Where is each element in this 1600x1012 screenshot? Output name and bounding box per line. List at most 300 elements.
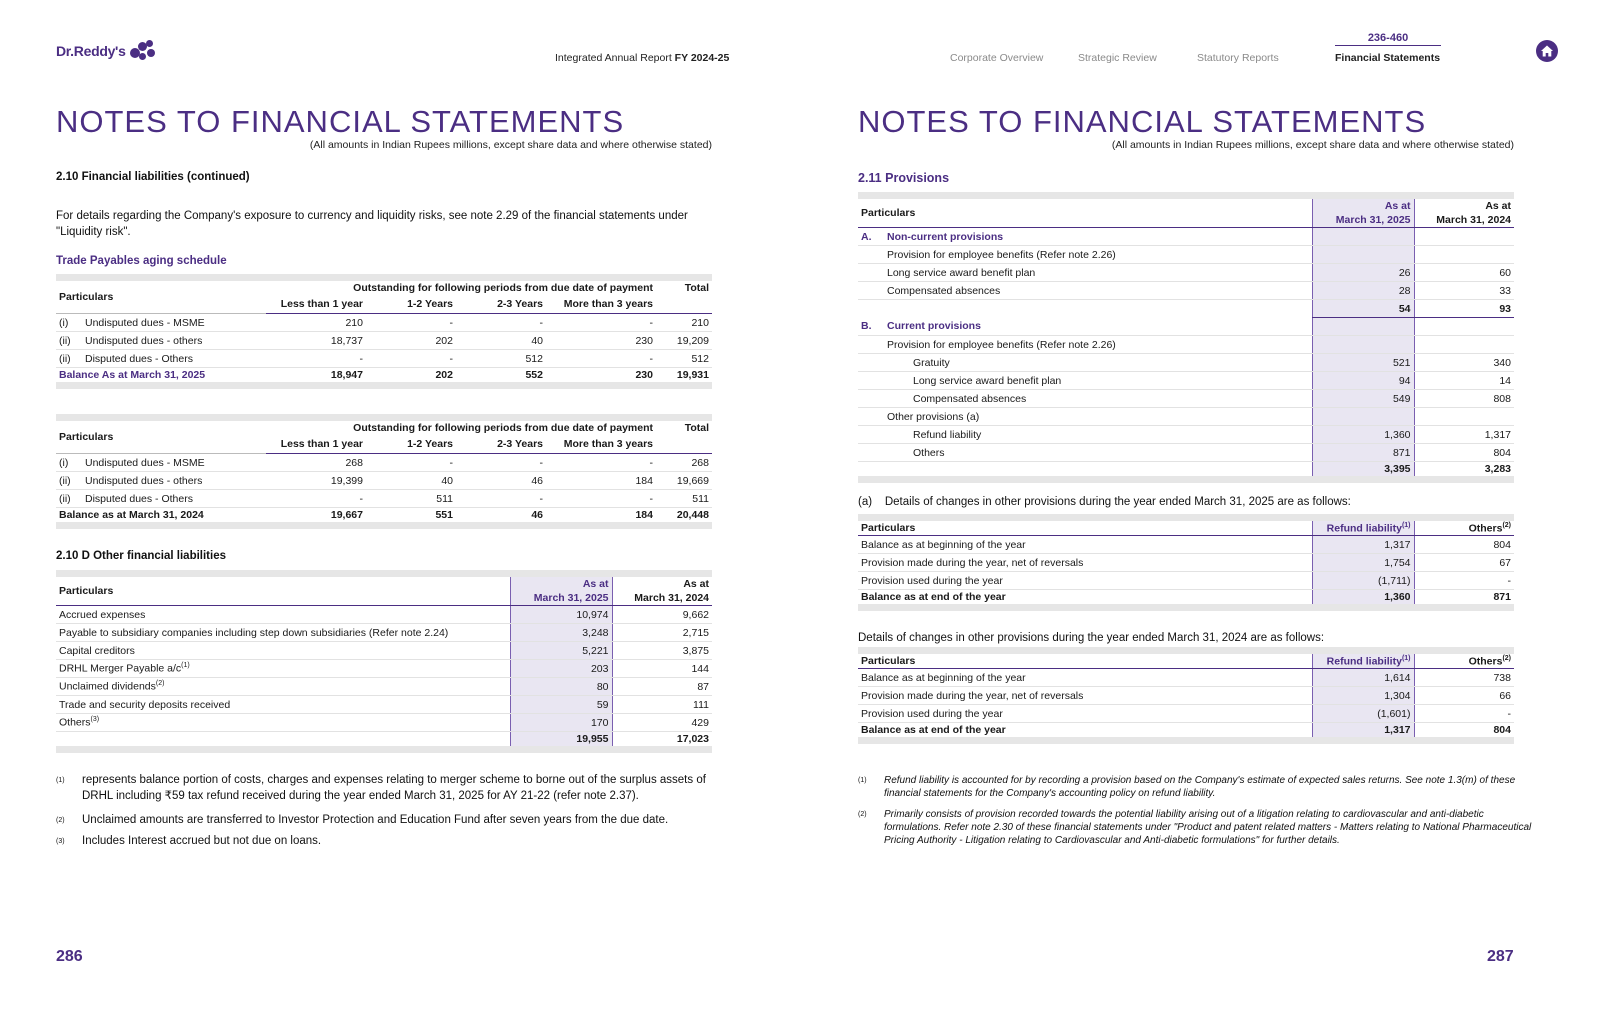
total-header: Total xyxy=(684,422,709,435)
value-2024: 1,317 xyxy=(1414,426,1514,444)
aging-row xyxy=(56,314,712,332)
aging-value: - xyxy=(546,454,656,472)
refund-liability-header xyxy=(1312,518,1414,536)
aging-total-value: 46 xyxy=(456,508,546,526)
aging-value: - xyxy=(456,314,546,332)
period-group-header: Outstanding for following periods from due date of payment xyxy=(353,282,653,295)
aging-value: - xyxy=(546,314,656,332)
provision-row xyxy=(858,426,1514,444)
aging-total-label: Balance as at March 31, 2024 xyxy=(59,509,204,521)
others-label: Others xyxy=(1468,655,1503,668)
value-2024: 3,875 xyxy=(612,642,712,660)
row-label: Disputed dues - Others xyxy=(85,352,193,365)
footnote-marker: (3) xyxy=(56,838,65,845)
provision-label xyxy=(858,462,1312,480)
as-at-2025-header xyxy=(510,574,612,606)
provisions-table xyxy=(858,192,1514,483)
report-title: Integrated Annual Report FY 2024-25 xyxy=(555,52,730,64)
footnote xyxy=(858,774,1534,800)
changes-2024-heading: Details of changes in other provisions during the year ended March 31, 2024 are as follows: xyxy=(858,632,1325,644)
as-at-2024-header xyxy=(1414,196,1514,228)
footnote-marker: (1) xyxy=(1401,654,1411,662)
aging-title: Trade Payables aging schedule xyxy=(56,255,227,267)
table-header-row xyxy=(56,418,712,436)
other-liability-label xyxy=(56,642,510,660)
row-number: (ii) xyxy=(59,334,71,347)
others-total: 871 xyxy=(1414,590,1514,608)
value-2025 xyxy=(1312,246,1414,264)
aging-row xyxy=(56,490,712,508)
provision-row xyxy=(858,444,1514,462)
value-2025: 1,360 xyxy=(1312,426,1414,444)
aging-row-label xyxy=(56,314,266,332)
aging-value: - xyxy=(366,454,456,472)
row-number: (i) xyxy=(59,316,69,329)
value-2025: 26 xyxy=(1312,264,1414,282)
change-row xyxy=(858,554,1514,572)
aging-row-label xyxy=(56,472,266,490)
refund-value: (1,601) xyxy=(1312,705,1414,723)
aging-total-value: 552 xyxy=(456,368,546,386)
others-header xyxy=(1414,518,1514,536)
refund-label: Refund liability xyxy=(1326,655,1402,668)
provision-row xyxy=(858,282,1514,300)
row-label: Refund liability xyxy=(913,428,982,441)
refund-total: 1,360 xyxy=(1312,590,1414,608)
provision-label xyxy=(858,336,1312,354)
particulars-header: Particulars xyxy=(56,278,266,314)
footnote-marker: (2) xyxy=(56,817,65,824)
others-value: 67 xyxy=(1414,554,1514,572)
aging-value: 202 xyxy=(366,332,456,350)
changes-table-2024 xyxy=(858,647,1514,744)
aging-table-2025 xyxy=(56,274,712,389)
value-2025: 549 xyxy=(1312,390,1414,408)
change-label: Provision used during the year xyxy=(858,572,1312,590)
row-label: Compensated absences xyxy=(913,392,1027,405)
aging-value: 18,737 xyxy=(266,332,366,350)
as-at-label: As at xyxy=(1384,200,1411,212)
aging-value: - xyxy=(546,350,656,368)
aging-row-label xyxy=(56,332,266,350)
other-liability-row xyxy=(56,660,712,678)
row-number: (i) xyxy=(59,456,69,469)
value-2024: 111 xyxy=(612,696,712,714)
footnote-text: Refund liability is accounted for by recording a provision based on the Company's estimate of expected sales returns. See note 1.3(m) of these financial statements for the Company's accounting policy on refund liability. xyxy=(884,775,1516,799)
aging-row xyxy=(56,454,712,472)
value-2024: 2,715 xyxy=(612,624,712,642)
value-2024 xyxy=(1414,228,1514,246)
value-2024: 804 xyxy=(1414,444,1514,462)
row-label: Non-current provisions xyxy=(887,230,1004,243)
aging-value: 40 xyxy=(456,332,546,350)
row-label: Undisputed dues - MSME xyxy=(85,456,205,469)
value-2025: 28 xyxy=(1312,282,1414,300)
aging-row xyxy=(56,472,712,490)
blank-header xyxy=(656,436,712,454)
table-header-row xyxy=(858,651,1514,669)
others-header xyxy=(1414,651,1514,669)
as-at-label: As at xyxy=(1485,200,1511,212)
refund-value: 1,754 xyxy=(1312,554,1414,572)
aging-value: 230 xyxy=(546,332,656,350)
aging-value: - xyxy=(366,314,456,332)
period-col-header: Less than 1 year xyxy=(266,296,366,314)
year-2024-label: March 31, 2024 xyxy=(634,592,709,604)
change-row xyxy=(858,572,1514,590)
value-2024: 33 xyxy=(1414,282,1514,300)
provision-row xyxy=(858,390,1514,408)
particulars-header: Particulars xyxy=(858,196,1312,228)
value-2024: 60 xyxy=(1414,264,1514,282)
aging-total-value: 184 xyxy=(546,508,656,526)
value-2024: 340 xyxy=(1414,354,1514,372)
changes-2025-heading: (a) Details of changes in other provisions during the year ended March 31, 2025 are as follows: xyxy=(858,496,1351,508)
page-title: NOTES TO FINANCIAL STATEMENTS xyxy=(56,104,625,139)
refund-label: Refund liability xyxy=(1326,522,1402,535)
provision-row xyxy=(858,462,1514,480)
value-2025 xyxy=(1312,228,1414,246)
row-label: Undisputed dues - MSME xyxy=(85,316,205,329)
other-liability-row xyxy=(56,714,712,732)
value-2025: 871 xyxy=(1312,444,1414,462)
aging-value: - xyxy=(366,350,456,368)
row-label: Compensated absences xyxy=(887,284,1001,297)
row-label: Other provisions (a) xyxy=(887,410,980,423)
provision-row xyxy=(858,264,1514,282)
row-label: Others xyxy=(59,716,91,729)
aging-value: 210 xyxy=(656,314,712,332)
provision-label xyxy=(858,444,1312,462)
value-2024: 3,283 xyxy=(1414,462,1514,480)
aging-value: 512 xyxy=(456,350,546,368)
provision-label xyxy=(858,246,1312,264)
as-at-2025-header xyxy=(1312,196,1414,228)
change-row xyxy=(858,669,1514,687)
aging-row xyxy=(56,332,712,350)
aging-value: 511 xyxy=(656,490,712,508)
aging-value: 511 xyxy=(366,490,456,508)
provision-row xyxy=(858,246,1514,264)
nav-page-range: 236-460 xyxy=(1335,32,1441,46)
period-col-header: Less than 1 year xyxy=(266,436,366,454)
other-liability-row xyxy=(56,696,712,714)
aging-value: - xyxy=(266,490,366,508)
row-number: (ii) xyxy=(59,492,71,505)
row-label: Gratuity xyxy=(913,356,950,369)
provision-label xyxy=(858,300,1312,318)
provision-label xyxy=(858,408,1312,426)
section-heading: 2.10 Financial liabilities (continued) xyxy=(56,171,250,183)
other-liability-label xyxy=(56,660,510,678)
value-2025: 54 xyxy=(1312,300,1414,318)
aging-value: 46 xyxy=(456,472,546,490)
table-header-row xyxy=(56,574,712,606)
footnote-text: represents balance portion of costs, charges and expenses relating to merger scheme to borne out of the surplus assets of DRHL including ₹59 tax refund received during the year ended March 31, 2025 for AY 21-22 (refer note 2.37). xyxy=(82,774,706,802)
value-2024: 429 xyxy=(612,714,712,732)
value-2024 xyxy=(1414,408,1514,426)
aging-value: 19,209 xyxy=(656,332,712,350)
other-liability-row xyxy=(56,678,712,696)
change-total-row xyxy=(858,723,1514,741)
provision-row xyxy=(858,228,1514,246)
row-label: Trade and security deposits received xyxy=(59,698,231,711)
total-2025: 19,955 xyxy=(510,732,612,750)
period-col-header: 2-3 Years xyxy=(456,296,546,314)
home-button[interactable] xyxy=(1536,40,1558,62)
other-total-row xyxy=(56,732,712,750)
page-title-right: NOTES TO FINANCIAL STATEMENTS xyxy=(858,104,1427,139)
provision-label xyxy=(858,318,1312,336)
aging-total-row xyxy=(56,368,712,386)
year-2025-label: March 31, 2025 xyxy=(1335,214,1411,226)
change-row xyxy=(858,687,1514,705)
other-liability-row xyxy=(56,624,712,642)
period-col-header: More than 3 years xyxy=(546,436,656,454)
change-total-label: Balance as at end of the year xyxy=(858,723,1312,741)
row-number: A. xyxy=(861,230,872,243)
value-2025: 521 xyxy=(1312,354,1414,372)
footnote-marker: (1) xyxy=(181,662,190,670)
footnote-marker: (2) xyxy=(1502,521,1511,529)
footnote-marker: (2) xyxy=(1502,654,1511,662)
provision-label xyxy=(858,390,1312,408)
provision-row xyxy=(858,336,1514,354)
provision-label xyxy=(858,282,1312,300)
change-label: Balance as at beginning of the year xyxy=(858,669,1312,687)
table-header-row xyxy=(858,196,1514,228)
others-value: 738 xyxy=(1414,669,1514,687)
value-2024: 87 xyxy=(612,678,712,696)
change-total-label: Balance as at end of the year xyxy=(858,590,1312,608)
aging-total-label: Balance As at March 31, 2025 xyxy=(59,369,206,381)
footnote-marker: (1) xyxy=(1401,521,1411,529)
page-number-right: 287 xyxy=(1487,948,1514,965)
value-2025: 80 xyxy=(510,678,612,696)
provision-row xyxy=(858,300,1514,318)
others-value: 66 xyxy=(1414,687,1514,705)
particulars-header: Particulars xyxy=(858,518,1312,536)
value-2024 xyxy=(1414,336,1514,354)
other-liability-label xyxy=(56,606,510,624)
footnote xyxy=(56,834,732,850)
value-2025 xyxy=(1312,336,1414,354)
aging-row-label xyxy=(56,454,266,472)
year-2025-label: March 31, 2025 xyxy=(533,592,609,604)
row-label: Payable to subsidiary companies including step down subsidiaries (Refer note 2.24) xyxy=(59,626,449,639)
row-label: DRHL Merger Payable a/c xyxy=(59,662,182,675)
value-2024 xyxy=(1414,246,1514,264)
changes-table-2025 xyxy=(858,514,1514,611)
change-label: Provision used during the year xyxy=(858,705,1312,723)
others-value: - xyxy=(1414,705,1514,723)
footnote xyxy=(56,773,732,804)
value-2024: 93 xyxy=(1414,300,1514,318)
year-2024-label: March 31, 2024 xyxy=(1436,214,1511,226)
footnote-marker: (2) xyxy=(155,680,165,688)
value-2025 xyxy=(1312,318,1414,336)
particulars-header: Particulars xyxy=(858,651,1312,669)
value-2025: 59 xyxy=(510,696,612,714)
row-label: Accrued expenses xyxy=(59,608,146,621)
row-label: Capital creditors xyxy=(59,644,135,657)
as-at-label: As at xyxy=(582,578,609,590)
aging-value: 210 xyxy=(266,314,366,332)
footnote-marker: (3) xyxy=(90,716,100,724)
provisions-heading: 2.11 Provisions xyxy=(858,171,950,185)
aging-value: 268 xyxy=(266,454,366,472)
total-header: Total xyxy=(684,282,709,295)
other-liability-label xyxy=(56,624,510,642)
provision-row xyxy=(858,318,1514,336)
aging-value: - xyxy=(546,490,656,508)
page-subtitle: (All amounts in Indian Rupees millions, except share data and where otherwise stated) xyxy=(309,139,712,151)
aging-row-label xyxy=(56,490,266,508)
refund-value: (1,711) xyxy=(1312,572,1414,590)
row-label: Provision for employee benefits (Refer note 2.26) xyxy=(887,248,1116,261)
others-label: Others xyxy=(1468,522,1503,535)
aging-row-label xyxy=(56,350,266,368)
other-liabilities-table xyxy=(56,570,712,753)
row-number: B. xyxy=(861,320,872,333)
row-label: Undisputed dues - others xyxy=(85,474,203,487)
blank-cell xyxy=(56,732,510,750)
value-2025: 3,248 xyxy=(510,624,612,642)
aging-table-2024 xyxy=(56,414,712,529)
aging-total-value: 18,947 xyxy=(266,368,366,386)
aging-total-value: 20,448 xyxy=(656,508,712,526)
row-number: (ii) xyxy=(59,474,71,487)
provision-label xyxy=(858,354,1312,372)
blank-header xyxy=(656,296,712,314)
as-at-2024-header xyxy=(612,574,712,606)
refund-value: 1,614 xyxy=(1312,669,1414,687)
aging-value: - xyxy=(456,454,546,472)
aging-value: - xyxy=(456,490,546,508)
footnote-marker: (1) xyxy=(858,777,867,784)
footnote-marker: (2) xyxy=(858,811,867,818)
others-value: - xyxy=(1414,572,1514,590)
value-2024: 14 xyxy=(1414,372,1514,390)
other-liability-label xyxy=(56,714,510,732)
provision-row xyxy=(858,408,1514,426)
footnote xyxy=(56,813,732,829)
row-number: (ii) xyxy=(59,352,71,365)
row-label: Unclaimed dividends xyxy=(59,680,156,693)
row-label: Others xyxy=(913,446,945,459)
period-col-header: 1-2 Years xyxy=(366,436,456,454)
right-page xyxy=(800,0,1600,1012)
other-liability-row xyxy=(56,642,712,660)
total-2024: 17,023 xyxy=(612,732,712,750)
provision-label xyxy=(858,228,1312,246)
aging-value: 268 xyxy=(656,454,712,472)
change-label: Provision made during the year, net of reversals xyxy=(858,687,1312,705)
table-header-row xyxy=(56,278,712,296)
as-at-label: As at xyxy=(683,578,709,590)
period-col-header: 2-3 Years xyxy=(456,436,546,454)
footnote-text: Includes Interest accrued but not due on loans. xyxy=(82,835,322,847)
aging-total-value: 19,931 xyxy=(656,368,712,386)
provision-label xyxy=(858,264,1312,282)
aging-total-value: 551 xyxy=(366,508,456,526)
aging-value: 19,669 xyxy=(656,472,712,490)
refund-value: 1,304 xyxy=(1312,687,1414,705)
particulars-header: Particulars xyxy=(56,418,266,454)
company-logo[interactable] xyxy=(56,40,158,62)
row-label: Long service award benefit plan xyxy=(887,266,1036,279)
row-label: Current provisions xyxy=(887,320,981,333)
change-total-row xyxy=(858,590,1514,608)
value-2024: 808 xyxy=(1414,390,1514,408)
change-row xyxy=(858,705,1514,723)
row-label: Undisputed dues - others xyxy=(85,334,203,347)
footnote xyxy=(858,808,1534,847)
aging-total-row xyxy=(56,508,712,526)
aging-total-value: 19,667 xyxy=(266,508,366,526)
value-2025: 3,395 xyxy=(1312,462,1414,480)
provision-label xyxy=(858,372,1312,390)
value-2025: 10,974 xyxy=(510,606,612,624)
particulars-header: Particulars xyxy=(56,574,510,606)
home-icon xyxy=(1540,44,1554,58)
logo-mark-icon xyxy=(130,40,158,62)
row-label: Disputed dues - Others xyxy=(85,492,193,505)
change-row xyxy=(858,536,1514,554)
aging-row xyxy=(56,350,712,368)
others-total: 804 xyxy=(1414,723,1514,741)
logo-text: Dr.Reddy's xyxy=(56,43,126,59)
change-label: Balance as at beginning of the year xyxy=(858,536,1312,554)
intro-paragraph: For details regarding the Company's exposure to currency and liquidity risks, see note 2.29 of the financial statements under "Liquidity risk". xyxy=(56,210,688,238)
period-group-header: Outstanding for following periods from due date of payment xyxy=(353,422,653,435)
row-label: Long service award benefit plan xyxy=(913,374,1062,387)
footnote-marker: (1) xyxy=(56,777,65,784)
others-value: 804 xyxy=(1414,536,1514,554)
nav-strategic-review[interactable]: Strategic Review xyxy=(1078,52,1157,64)
table-header-row xyxy=(858,518,1514,536)
page-subtitle-right: (All amounts in Indian Rupees millions, except share data and where otherwise stated) xyxy=(1111,139,1514,151)
aging-value: 19,399 xyxy=(266,472,366,490)
refund-total: 1,317 xyxy=(1312,723,1414,741)
value-2024: 144 xyxy=(612,660,712,678)
other-liability-label xyxy=(56,696,510,714)
refund-liability-header xyxy=(1312,651,1414,669)
footnote-text: Unclaimed amounts are transferred to Investor Protection and Education Fund after seven years from the due date. xyxy=(82,814,669,826)
value-2025: 170 xyxy=(510,714,612,732)
aging-value: 40 xyxy=(366,472,456,490)
footnote-text: Primarily consists of provision recorded towards the potential liability arising out of a litigation relating to cardiovascular and anti-diabetic formulations. Refer note 2.30 of these financial statements under "Product and patent related matters - Matters relating to National Pharmaceutical Pricing Authority - Litigation relating to Cardiovascular and Anti-diabetic formulations" for further details. xyxy=(884,809,1532,846)
aging-value: 184 xyxy=(546,472,656,490)
page-number-left: 286 xyxy=(56,948,83,965)
value-2025: 203 xyxy=(510,660,612,678)
provision-row xyxy=(858,372,1514,390)
nav-corporate-overview[interactable]: Corporate Overview xyxy=(950,52,1044,64)
value-2025: 94 xyxy=(1312,372,1414,390)
other-liability-label xyxy=(56,678,510,696)
other-liability-row xyxy=(56,606,712,624)
provision-label xyxy=(858,426,1312,444)
nav-statutory-reports[interactable]: Statutory Reports xyxy=(1197,52,1279,64)
aging-value: - xyxy=(266,350,366,368)
refund-value: 1,317 xyxy=(1312,536,1414,554)
value-2025: 5,221 xyxy=(510,642,612,660)
value-2025 xyxy=(1312,408,1414,426)
nav-financial-statements[interactable]: Financial Statements xyxy=(1335,52,1441,64)
change-label: Provision made during the year, net of reversals xyxy=(858,554,1312,572)
aging-value: 512 xyxy=(656,350,712,368)
period-col-header: 1-2 Years xyxy=(366,296,456,314)
